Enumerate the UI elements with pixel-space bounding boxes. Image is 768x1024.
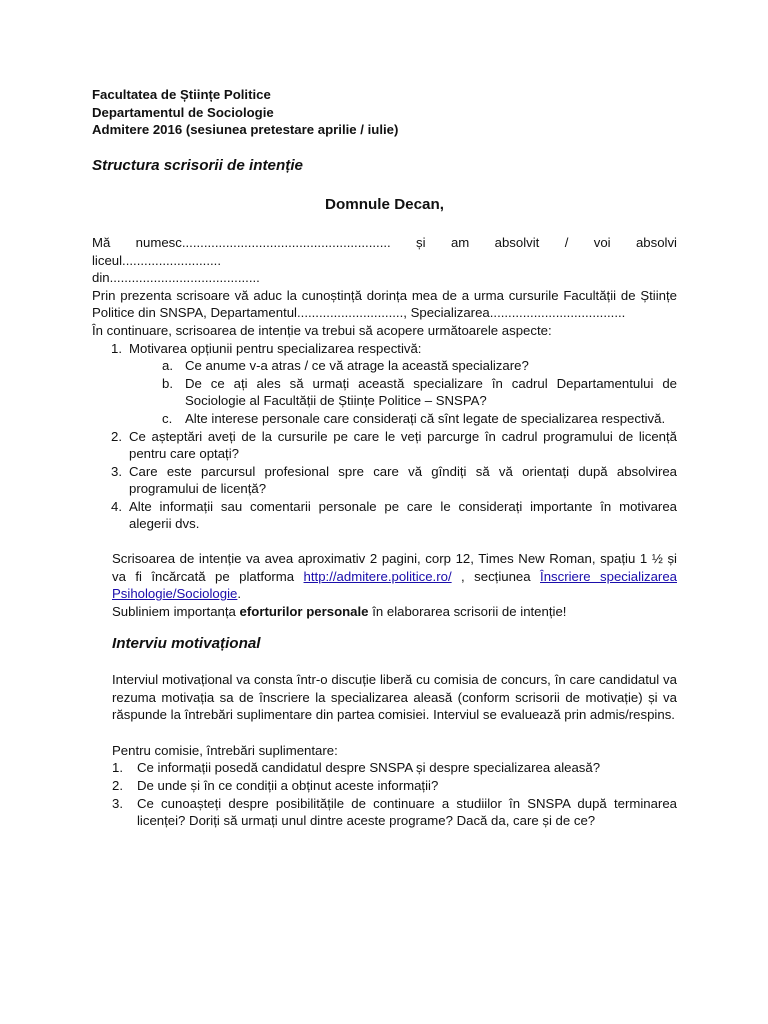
emphasis-bold: eforturilor personale xyxy=(239,603,369,619)
emphasis-note xyxy=(92,603,677,621)
header-block xyxy=(92,86,677,139)
list-item-text: Ce anume v-a atras / ce vă atrage la această specializare? xyxy=(185,358,529,374)
list-number: 1. xyxy=(112,760,123,776)
list-number: 4. xyxy=(111,498,122,514)
list-item-text: Ce informații posedă candidatul despre SNSPA și despre specializarea aleasă? xyxy=(137,760,601,776)
sub-aspects-list xyxy=(92,357,677,427)
list-letter: b. xyxy=(162,375,173,391)
list-item xyxy=(92,410,677,428)
list-item-text: Motivarea opțiunii pentru specializarea respectivă: xyxy=(129,340,422,356)
list-number: 1. xyxy=(111,340,122,356)
faculty-name: Facultatea de Științe Politice xyxy=(92,87,271,102)
list-item xyxy=(92,777,677,795)
document-body xyxy=(92,86,677,830)
enrollment-section-link[interactable]: Înscriere specializarea Psihologie/Sociologie xyxy=(112,568,677,602)
format-note-text: . xyxy=(237,586,242,602)
list-letter: a. xyxy=(162,358,173,374)
list-number: 3. xyxy=(112,795,123,811)
commission-label: Pentru comisie, întrebări suplimentare: xyxy=(112,742,338,758)
list-item xyxy=(92,759,677,777)
salutation: Domnule Decan, xyxy=(325,196,444,214)
questions-list xyxy=(92,759,677,829)
interview-paragraph: Interviul motivațional va consta într-o discuție liberă cu comisia de concurs, în care candidatul va rezuma motivația sa de înscriere la specializarea aleasă (conform scrisorii de motivație) și va răspunde la întrebări suplimentare din partea comisiei. Interviul se evaluează prin admis/respins. xyxy=(112,672,677,723)
list-item xyxy=(92,463,677,498)
list-item-text: Ce cunoașteți despre posibilitățile de continuare a studiilor în SNSPA după terminarea licenței? Doriți să urmați unul dintre aceste programe? Dacă da, care și de ce? xyxy=(137,795,677,829)
intro-line-name: Mă numesc......................................................... și am absolvit / voi absolvi xyxy=(92,234,677,250)
list-item-text: De unde și în ce condiții a obținut aceste informații? xyxy=(137,778,439,793)
list-item xyxy=(92,375,677,410)
intro-continuation: În continuare, scrisoarea de intenție va trebui să acopere următoarele aspecte: xyxy=(92,322,552,338)
list-letter: c. xyxy=(162,410,173,426)
intro-line-highschool: liceul........................... xyxy=(92,252,221,268)
list-item-text: Ce așteptări aveți de la cursurile pe care le veți parcurge în cadrul programului de licență pentru care optați? xyxy=(129,428,677,462)
emphasis-text: în elaborarea scrisorii de intenție! xyxy=(368,603,567,619)
intro-paragraph: Prin prezenta scrisoare vă aduc la cunoștință dorința mea de a urma cursurile Facultății de Științe Politice din SNSPA, Departamentul............................., Specializarea..................................... xyxy=(92,287,677,321)
list-item-text: De ce ați ales să urmați această specializare în cadrul Departamentului de Sociologie al Facultății de Științe Politice – SNSPA? xyxy=(185,375,677,409)
emphasis-text: Subliniem importanța xyxy=(112,603,240,619)
intro-block xyxy=(92,234,677,340)
intro-line-from: din......................................... xyxy=(92,270,260,286)
list-item-text: Care este parcursul profesional spre care vă gîndiți să vă orientați după absolvirea programului de licență? xyxy=(129,463,677,497)
format-note-text: Scrisoarea de intenție va avea aproximativ 2 pagini, corp 12, Times New Roman, spațiu 1 ½ și va fi încărcată pe platforma xyxy=(112,551,677,584)
admission-session: Admitere 2016 (sesiunea pretestare aprilie / iulie) xyxy=(92,122,399,138)
aspects-list xyxy=(92,340,677,534)
list-item xyxy=(92,498,677,533)
list-item-text: Alte informații sau comentarii personale pe care le considerați importante în motivarea alegerii dvs. xyxy=(129,498,677,532)
format-note-text: , secțiunea xyxy=(451,568,541,584)
section-title-interview: Interviu motivațional xyxy=(112,635,261,653)
list-item xyxy=(92,428,677,463)
list-item xyxy=(92,795,677,830)
list-item xyxy=(92,340,677,428)
format-note xyxy=(92,550,677,603)
platform-link[interactable]: http://admitere.politice.ro/ xyxy=(303,568,452,584)
list-item xyxy=(92,357,677,375)
list-number: 2. xyxy=(111,428,122,444)
list-number: 2. xyxy=(112,778,123,793)
list-item-text: Alte interese personale care considerați că sînt legate de specializarea respectivă. xyxy=(185,410,666,426)
department-name: Departamentul de Sociologie xyxy=(92,104,274,120)
section-title-letter-structure: Structura scrisorii de intenție xyxy=(92,156,303,174)
list-number: 3. xyxy=(111,463,122,479)
